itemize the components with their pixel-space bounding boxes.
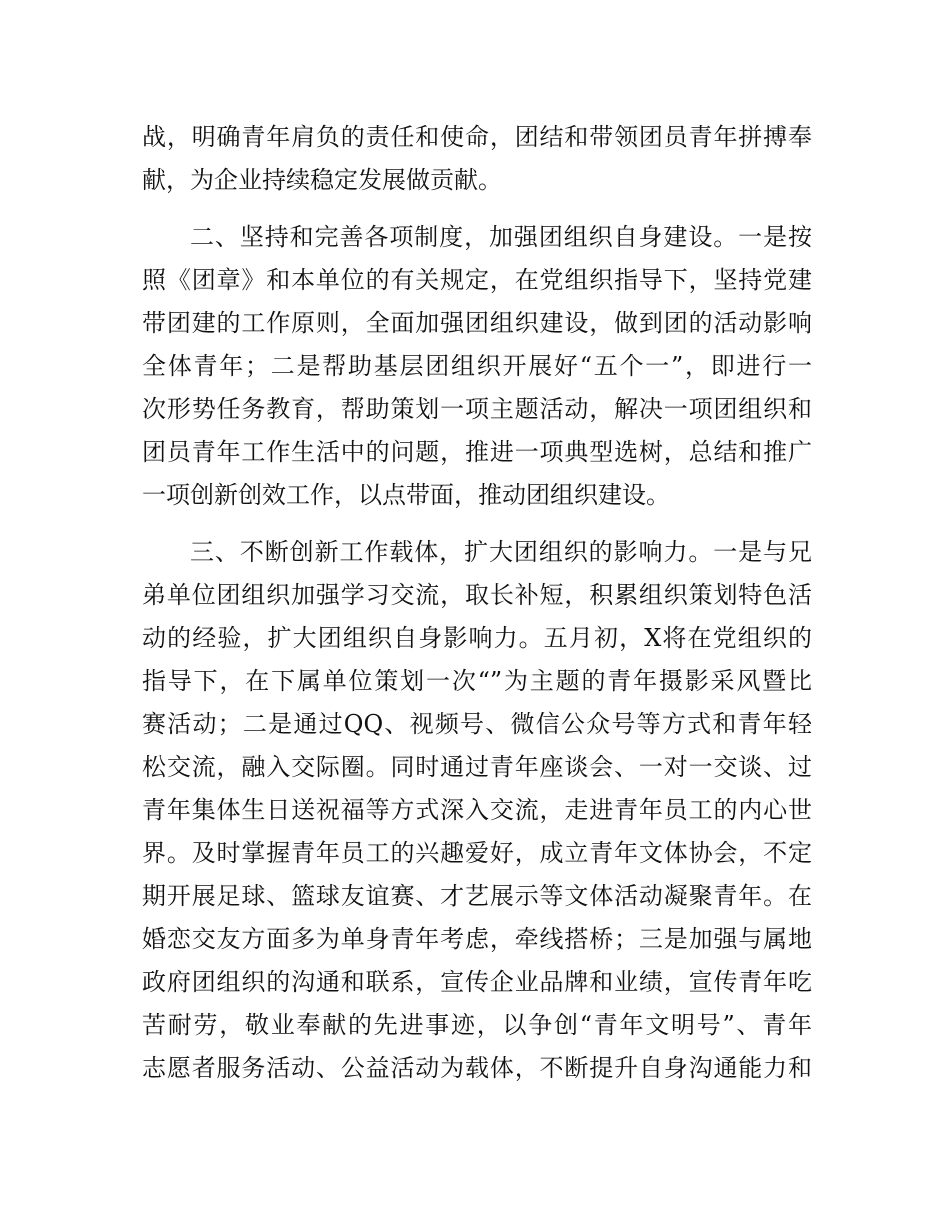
paragraph-2 xyxy=(142,216,812,517)
text-line: 次形势任务教育，帮助策划一项主题活动，解决一项团组织和 xyxy=(142,395,812,423)
text-line: 动的经验，扩大团组织自身影响力。五月初，X将在党组织的 xyxy=(142,624,812,652)
text-line: 弟单位团组织加强学习交流，取长补短，积累组织策划特色活 xyxy=(142,581,812,609)
document-body xyxy=(142,116,812,1090)
text-line: 战，明确青年肩负的责任和使命，团结和带领团员青年拼搏奉 xyxy=(142,123,812,151)
text-line: 三、不断创新工作载体，扩大团组织的影响力。一是与兄 xyxy=(190,538,812,566)
text-line: 二、坚持和完善各项制度，加强团组织自身建设。一是按 xyxy=(190,223,812,251)
paragraph-3 xyxy=(142,531,812,1090)
text-line: 苦耐劳，敬业奉献的先进事迹，以争创“青年文明号”、青年 xyxy=(142,1011,812,1039)
text-line: 青年集体生日送祝福等方式深入交流，走进青年员工的内心世 xyxy=(142,796,812,824)
text-line: 献，为企业持续稳定发展做贡献。 xyxy=(142,166,502,194)
text-line: 带团建的工作原则，全面加强团组织建设，做到团的活动影响 xyxy=(142,309,812,337)
text-line: 赛活动；二是通过QQ、视频号、微信公众号等方式和青年轻 xyxy=(142,710,812,738)
text-line: 期开展足球、篮球友谊赛、才艺展示等文体活动凝聚青年。在 xyxy=(142,882,812,910)
text-line: 婚恋交友方面多为单身青年考虑，牵线搭桥；三是加强与属地 xyxy=(142,925,812,953)
text-line: 照《团章》和本单位的有关规定，在党组织指导下，坚持党建 xyxy=(142,266,812,294)
text-line: 一项创新创效工作，以点带面，推动团组织建设。 xyxy=(142,481,670,509)
paragraph-1 xyxy=(142,116,812,202)
text-line: 松交流，融入交际圈。同时通过青年座谈会、一对一交谈、过 xyxy=(142,753,812,781)
text-line: 团员青年工作生活中的问题，推进一项典型选树，总结和推广 xyxy=(142,438,812,466)
text-line: 界。及时掌握青年员工的兴趣爱好，成立青年文体协会，不定 xyxy=(142,839,812,867)
text-line: 政府团组织的沟通和联系，宣传企业品牌和业绩，宣传青年吃 xyxy=(142,968,812,996)
text-line: 志愿者服务活动、公益活动为载体，不断提升自身沟通能力和 xyxy=(142,1054,812,1082)
text-line: 指导下，在下属单位策划一次“”为主题的青年摄影采风暨比 xyxy=(142,667,812,695)
text-line: 全体青年；二是帮助基层团组织开展好“五个一”，即进行一 xyxy=(142,352,812,380)
